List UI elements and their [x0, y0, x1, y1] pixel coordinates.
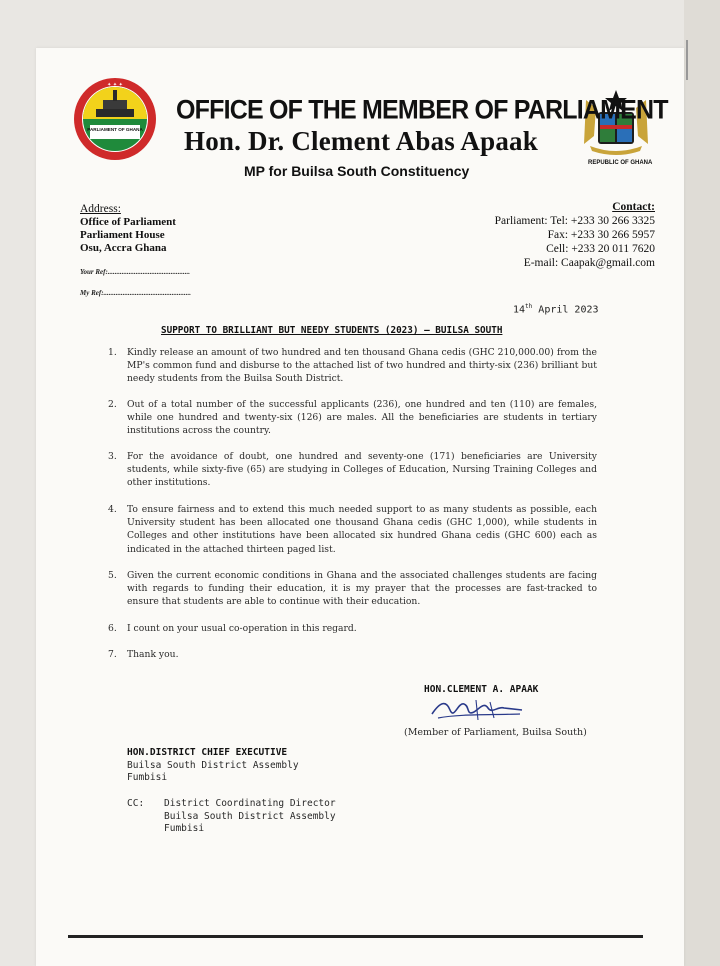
item-number: 6.	[108, 623, 117, 634]
item-text: Thank you.	[127, 649, 179, 660]
item-text: Out of a total number of the successful applicants (236), one hundred and ten (110) are females, while one hundred and twenty-six (126) are males. All the beneficiaries are students in tertiary institutions across the country.	[127, 399, 597, 437]
page-background-edge	[684, 0, 720, 966]
cc-block	[127, 798, 336, 836]
list-item	[108, 569, 597, 609]
address-block	[80, 203, 176, 255]
handwritten-signature	[428, 696, 528, 724]
contact-block	[495, 200, 655, 270]
address-line: Osu, Accra Ghana	[80, 242, 167, 254]
list-item	[108, 622, 597, 635]
list-item	[108, 346, 597, 386]
constituency: MP for Builsa South Constituency	[244, 163, 470, 179]
mp-name: Hon. Dr. Clement Abas Apaak	[184, 126, 538, 156]
parliament-seal-icon	[72, 76, 158, 162]
cc-line: District Coordinating Director	[164, 798, 336, 809]
cc-line: Fumbisi	[164, 823, 205, 834]
date-rest: April 2023	[532, 304, 599, 316]
recipient-line: Fumbisi	[127, 772, 168, 783]
list-item	[108, 648, 597, 661]
item-number: 3.	[108, 451, 117, 462]
item-text: I count on your usual co-operation in this regard.	[127, 623, 357, 634]
republic-label: REPUBLIC OF GHANA	[588, 160, 653, 166]
item-text: Kindly release an amount of two hundred and ten thousand Ghana cedis (GHC 210,000.00) from the MP's common fund and disburse to the attached list of two hundred and thirty-six (236) brilliant but needy students from the Builsa South District.	[127, 347, 597, 385]
office-title: OFFICE OF THE MEMBER OF PARLIAMENT	[176, 94, 668, 126]
address-label: Address:	[80, 203, 121, 215]
contact-label: Contact:	[612, 201, 655, 213]
signatory-title: (Member of Parliament, Builsa South)	[404, 727, 587, 738]
list-item	[108, 450, 597, 490]
svg-text:✦ ✦ ✦: ✦ ✦ ✦	[107, 82, 123, 88]
edge-mark	[686, 40, 688, 80]
recipient-title: HON.DISTRICT CHIEF EXECUTIVE	[127, 747, 288, 758]
signatory-name: HON.CLEMENT A. APAAK	[424, 684, 539, 695]
item-number: 5.	[108, 570, 117, 581]
contact-line: Fax: +233 30 266 5957	[547, 229, 655, 241]
address-line: Parliament House	[80, 229, 165, 241]
recipient-block	[127, 747, 299, 785]
item-number: 4.	[108, 504, 117, 515]
my-ref: My Ref:..................................................	[80, 289, 192, 297]
contact-line: Cell: +233 20 011 7620	[546, 243, 655, 255]
address-line: Office of Parliament	[80, 216, 176, 228]
list-item	[108, 503, 597, 556]
item-number: 2.	[108, 399, 117, 410]
cc-label: CC:	[127, 798, 145, 809]
recipient-line: Builsa South District Assembly	[127, 759, 299, 771]
item-number: 7.	[108, 649, 117, 660]
seal-text: PARLIAMENT OF GHANA	[87, 127, 143, 132]
item-number: 1.	[108, 347, 117, 358]
subject-heading: SUPPORT TO BRILLIANT BUT NEEDY STUDENTS (2023) – BUILSA SOUTH	[161, 325, 503, 336]
contact-email: E-mail: Caapak@gmail.com	[523, 257, 655, 269]
letter-date	[513, 303, 599, 315]
item-text: To ensure fairness and to extend this much needed support to as many students as possible, each University student has been allocated one thousand Ghana cedis (GHC 1,000), while students in Colleges and other institutions have been allocated six hundred Ghana cedis (GHC 600) each as indicated in the attached thirteen paged list.	[127, 504, 597, 555]
item-text: For the avoidance of doubt, one hundred and seventy-one (171) beneficiaries are University students, while sixty-five (65) are studying in Colleges of Education, Nursing Training Colleges and other institutions.	[127, 451, 597, 489]
cc-line: Builsa South District Assembly	[164, 810, 336, 822]
list-item	[108, 398, 597, 438]
your-ref: Your Ref:...............................................	[80, 268, 191, 276]
footer-rule	[68, 935, 643, 938]
date-day: 14	[513, 304, 526, 316]
item-text: Given the current economic conditions in Ghana and the associated challenges students are facing with regards to funding their education, it is my prayer that the processes are fast-tracked to ensure that students are able to continue with their education.	[127, 570, 597, 608]
date-suffix: th	[525, 303, 533, 310]
contact-line: Parliament: Tel: +233 30 266 3325	[494, 215, 655, 227]
